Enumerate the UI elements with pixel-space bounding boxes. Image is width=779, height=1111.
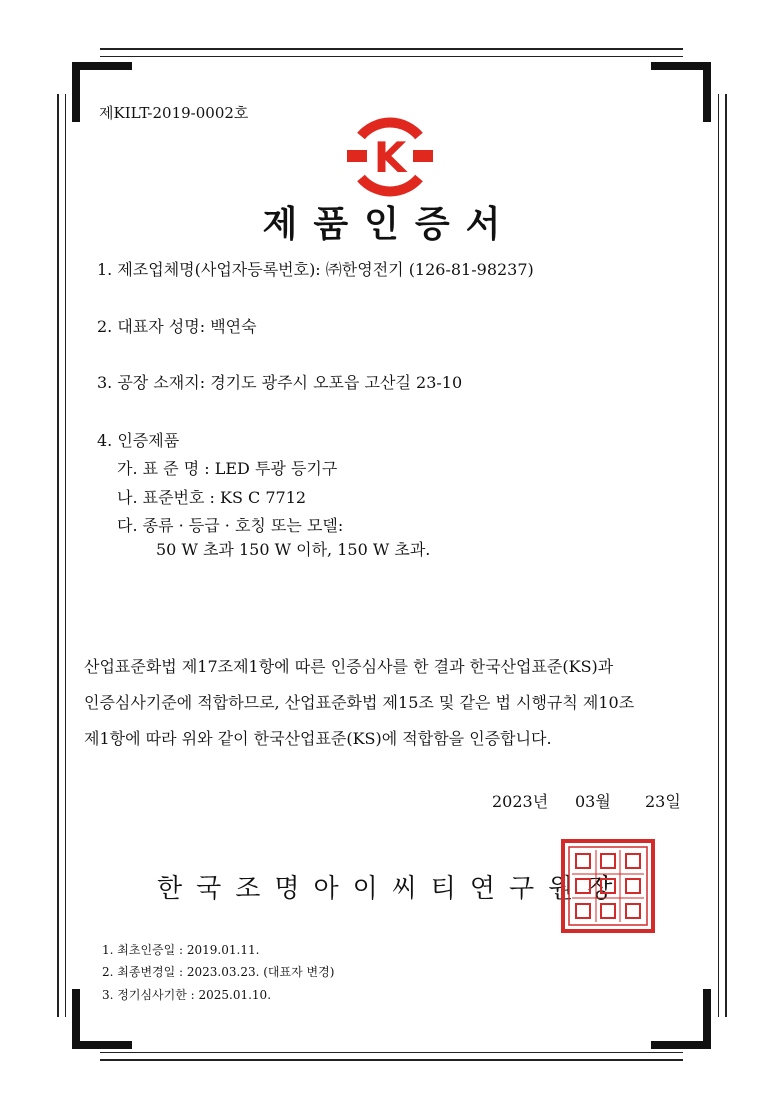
type-value-line: 50 W 초과 150 W 이하, 150 W 초과.: [156, 540, 431, 559]
first-certification-note: 1. 최초인증일 : 2019.01.11.: [102, 943, 260, 957]
standard-number-line: 나. 표준번호 : KS C 7712: [117, 488, 307, 507]
last-change-note: 2. 최종변경일 : 2023.03.23. (대표자 변경): [102, 965, 335, 979]
certification-text-line-1: 산업표준화법 제17조제1항에 따른 인증심사를 한 결과 한국산업표준(KS)과: [84, 657, 614, 676]
border-line-top-inner: [100, 56, 683, 57]
svg-text:K: K: [373, 133, 407, 182]
manufacturer-line: 1. 제조업체명(사업자등록번호): ㈜한영전기 (126-81-98237): [97, 260, 534, 279]
border-corner-top-right: [651, 62, 711, 122]
date-day: 23일: [645, 792, 681, 811]
periodic-review-note: 3. 정기심사기한 : 2025.01.10.: [102, 988, 272, 1002]
border-corner-bottom-right: [651, 989, 711, 1049]
official-seal-icon: [560, 838, 656, 934]
border-line-bottom: [100, 1059, 683, 1061]
certification-text-line-2: 인증심사기준에 적합하므로, 산업표준화법 제15조 및 같은 법 시행규칙 제10조: [84, 693, 635, 712]
date-month: 03월: [575, 792, 611, 811]
representative-line: 2. 대표자 성명: 백연숙: [97, 317, 257, 336]
products-heading: 4. 인증제품: [97, 431, 180, 450]
date-year: 2023년: [492, 792, 549, 811]
certificate-number: 제KILT-2019-0002호: [99, 104, 249, 122]
border-line-top: [100, 48, 683, 50]
type-label-line: 다. 종류 · 등급 · 호칭 또는 모델:: [117, 516, 344, 535]
border-line-bottom-inner: [100, 1052, 683, 1053]
certification-text-line-3: 제1항에 따라 위와 같이 한국산업표준(KS)에 적합함을 인증합니다.: [84, 729, 552, 748]
page-title: 제품인증서: [262, 204, 517, 245]
factory-address-line: 3. 공장 소재지: 경기도 광주시 오포읍 고산길 23-10: [97, 373, 463, 392]
ks-logo-icon: [345, 112, 435, 202]
standard-name-line: 가. 표 준 명 : LED 투광 등기구: [117, 459, 338, 478]
issuer-name: 한국조명아이씨티연구원장: [157, 874, 627, 904]
